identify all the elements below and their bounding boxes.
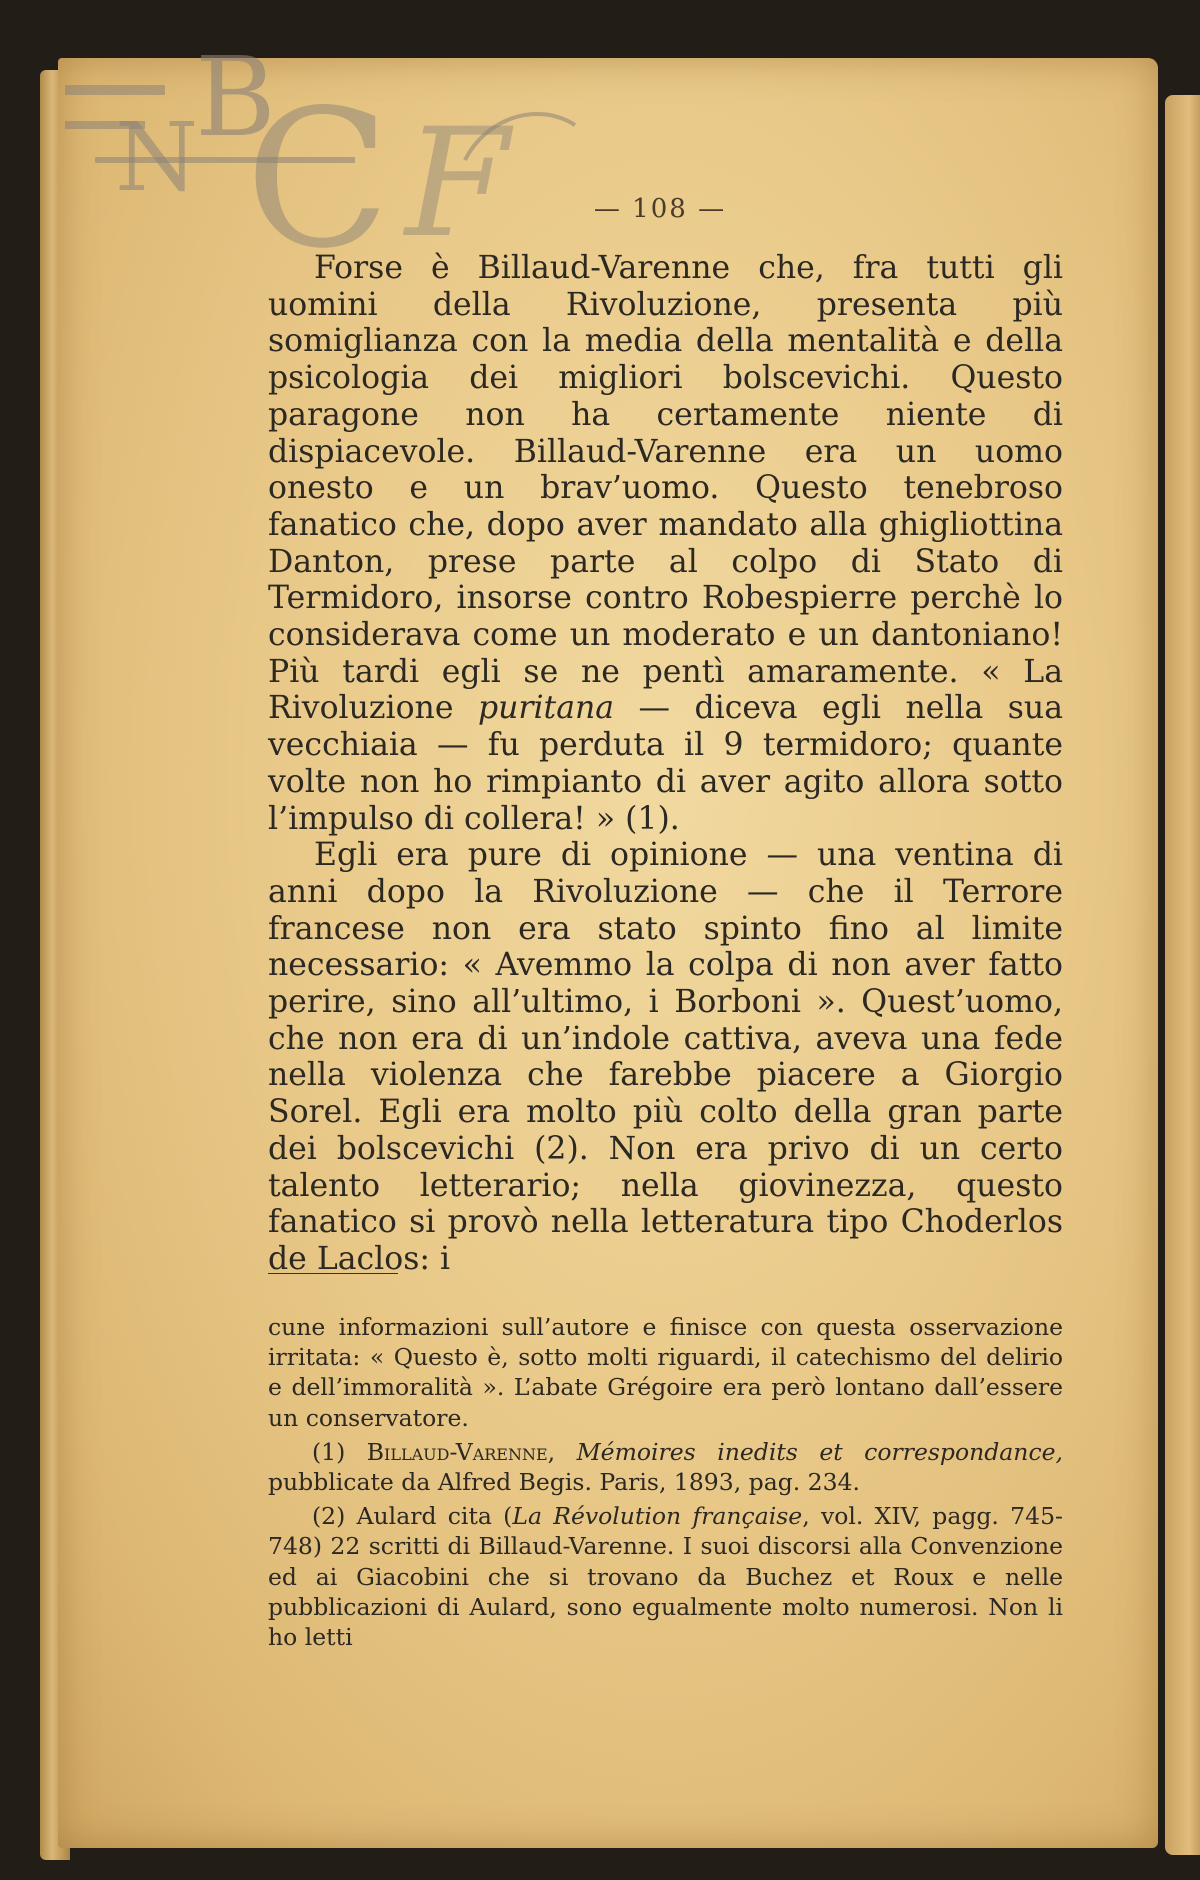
page-number: — 108 — <box>593 194 727 224</box>
footnote-1 <box>268 1437 1063 1497</box>
paragraph-1 <box>268 250 1063 837</box>
paragraph-1-part-1: Forse è Billaud-Varenne che, fra tutti gli uomini della Rivoluzione, presenta più somiglianza con la media della mentalità e della psicologia dei migliori bolscevichi. Questo paragone non ha certamente niente di dispiacevole. Billaud-Varenne era un uomo onesto e un brav’uomo. Questo tenebroso fanatico che, dopo aver mandato alla ghigliottina Danton, prese parte al colpo di Stato di Termidoro, insorse contro Robespierre perchè lo considerava come un moderato e un dantoniano! Più tardi egli se ne pentì amaramente. « La Rivoluzione <box>268 250 1063 727</box>
main-text <box>268 250 1063 1278</box>
watermark-letter-b: B <box>195 33 276 161</box>
watermark-letter-c: C <box>245 69 391 270</box>
footnote-divider <box>268 1273 398 1274</box>
footnote-continuation: cune informazioni sull’autore e finisce con questa osservazione irritata: « Questo è, sotto molti riguardi, il catechismo del delirio e dell’immoralità ». L’abate Grégoire era però lontano dall’essere un conservatore. <box>268 1313 1063 1432</box>
footnote-2-title: La Révolution française <box>512 1502 803 1531</box>
watermark-letter-f: F <box>405 97 510 270</box>
paragraph-1-part-2: — diceva egli nella sua vecchiaia — fu perduta il 9 termidoro; quante volte non ho rimpianto di aver agito allora sotto l’impulso di collera! » (1). <box>268 690 1063 837</box>
footnote-2 <box>268 1501 1063 1652</box>
paragraph-2: Egli era pure di opinione — una ventina di anni dopo la Rivoluzione — che il Terrore francese non era stato spinto fino al limite necessario: « Avemmo la colpa di non aver fatto perire, sino all’ultimo, i Borboni ». Quest’uomo, che non era di un’indole cattiva, aveva una fede nella violenza che farebbe piacere a Giorgio Sorel. Egli era molto più colto della gran parte dei bolscevichi (2). Non era privo di un certo talento letterario; nella giovinezza, questo fanatico si provò nella letteratura tipo Choderlos de Laclos: i <box>268 837 1063 1277</box>
footnote-2-start: (2) Aulard cita ( <box>312 1502 513 1531</box>
footnote-1-marker: (1) <box>312 1437 367 1466</box>
paragraph-1-italic: puritana <box>477 690 615 727</box>
footnote-2-rest: , vol. XIV, pagg. 745-748) 22 scritti di Billaud-Varenne. I suoi discorsi alla Convenzione ed ai Giacobini che si trovano da Buchez et Roux e nelle pubblicazioni di Aulard, sono egualmente molto numerosi. Non li ho letti <box>268 1502 1063 1652</box>
library-monogram-watermark-icon <box>55 30 715 270</box>
footnote-1-author: Billaud-Varenne, <box>366 1437 556 1466</box>
footnote-1-rest: pubblicate da Alfred Begis. Paris, 1893, pag. 234. <box>268 1468 861 1497</box>
facing-page-edge <box>1165 95 1200 1855</box>
watermark-letter-n: N <box>115 103 199 213</box>
footnote-1-title: Mémoires inedits et correspondance, <box>555 1437 1063 1466</box>
footnotes <box>268 1312 1063 1652</box>
